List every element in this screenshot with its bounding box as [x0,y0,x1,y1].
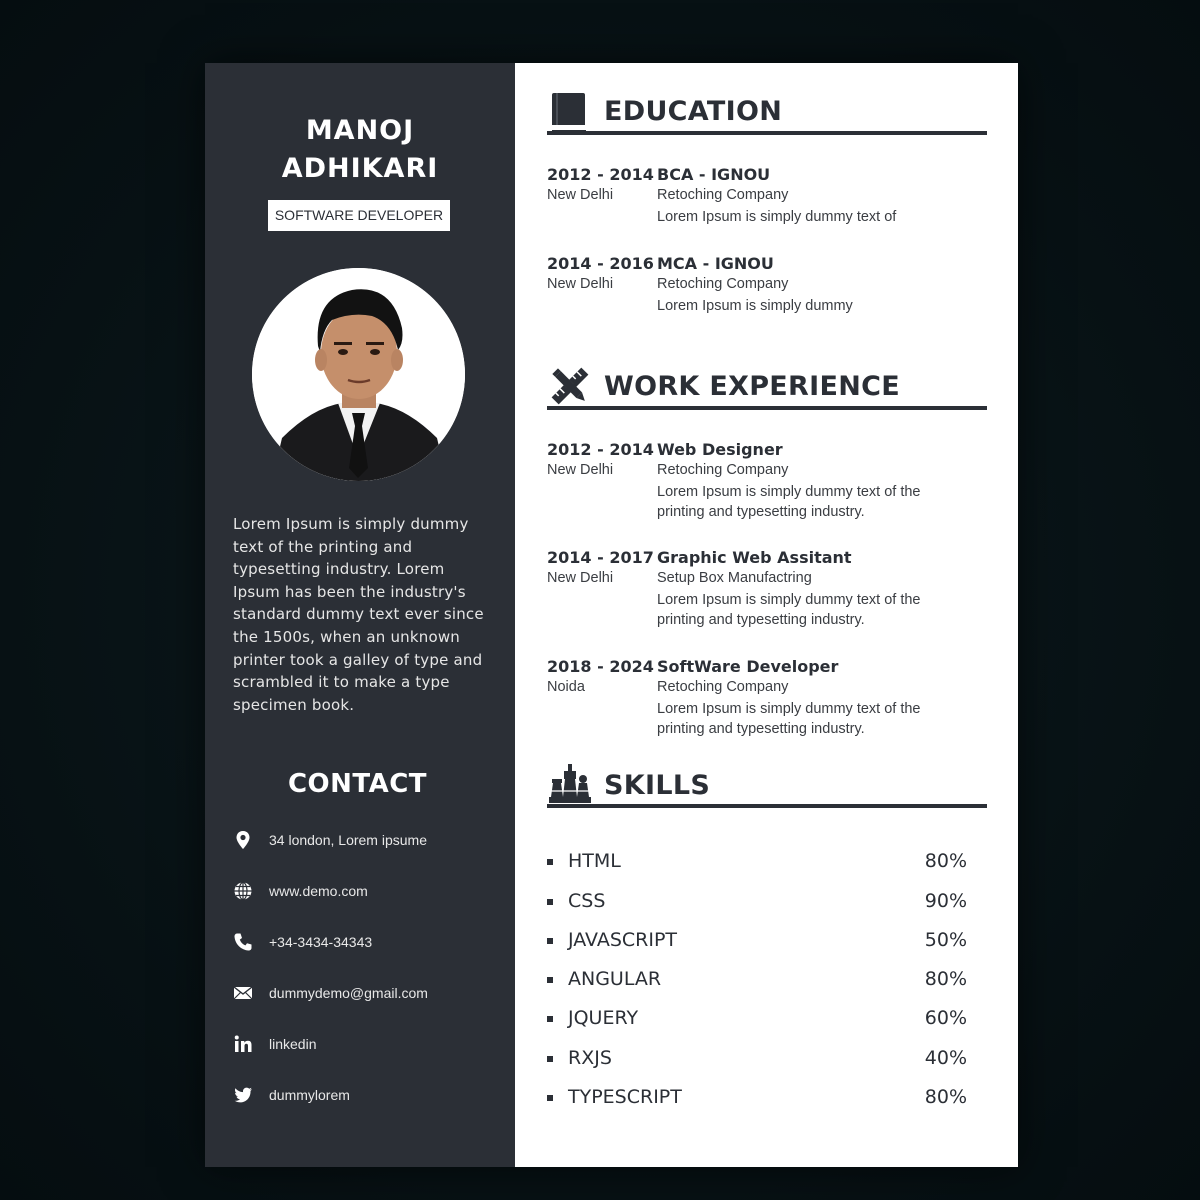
education-entry [547,165,987,235]
entry-location: Noida [547,679,585,695]
skill-percent: 80% [924,968,967,990]
entry-years: 2018 - 2024 [547,657,654,676]
contact-email-text[interactable]: dummydemo@gmail.com [269,985,428,1001]
entry-years: 2012 - 2014 [547,440,654,459]
contact-twitter-text[interactable]: dummylorem [269,1087,350,1103]
about-text: Lorem Ipsum is simply dummy text of the printing and typesetting industry. Lorem Ipsum has been the industry's standard dummy text ever since the 1500s, when an unknown printer took a galley of type and scrambled it to make a type specimen book. [233,515,484,714]
book-icon [547,89,593,135]
entry-org: Retoching Company [657,679,789,695]
education-entry [547,254,987,324]
envelope-icon [233,983,253,1003]
skill-percent: 60% [924,1007,967,1029]
linkedin-icon [233,1034,253,1054]
skills-rule [547,804,987,808]
skill-percent: 80% [924,850,967,872]
resume-sidebar [205,63,515,1167]
entry-description: Lorem Ipsum is simply dummy text of the printing and typesetting industry. [657,592,921,628]
education-heading: EDUCATION [604,96,783,127]
entry-title: BCA - IGNOU [657,165,771,184]
entry-description: Lorem Ipsum is simply dummy [657,298,853,314]
experience-entry [547,657,987,747]
experience-heading: WORK EXPERIENCE [604,371,900,402]
skill-percent: 80% [924,1086,967,1108]
first-name: MANOJ [305,115,415,146]
entry-org: Retoching Company [657,187,789,203]
bullet-icon [547,859,553,865]
entry-location: New Delhi [547,462,614,478]
skills-heading: SKILLS [604,770,711,801]
job-title-badge: SOFTWARE DEVELOPER [268,200,450,231]
contact-website-text[interactable]: www.demo.com [269,883,368,899]
twitter-icon [233,1085,253,1105]
profile-photo [252,268,465,481]
contact-twitter[interactable] [233,1085,493,1109]
experience-entry [547,548,987,638]
experience-entry [547,440,987,530]
skill-name: CSS [568,890,606,912]
bullet-icon [547,938,553,944]
contact-heading: CONTACT [287,769,428,799]
entry-title: SoftWare Developer [657,657,839,676]
last-name: ADHIKARI [281,153,439,184]
skill-name: HTML [568,850,621,872]
location-pin-icon [233,830,253,850]
skill-item [547,1007,967,1031]
entry-years: 2014 - 2016 [547,254,654,273]
entry-location: New Delhi [547,570,614,586]
skill-item [547,850,967,874]
bullet-icon [547,1016,553,1022]
contact-linkedin-text[interactable]: linkedin [269,1036,317,1052]
phone-icon [233,932,253,952]
contact-phone-text[interactable]: +34-3434-34343 [269,934,373,950]
entry-description: Lorem Ipsum is simply dummy text of [657,209,897,225]
contact-address-text: 34 london, Lorem ipsume [269,832,427,848]
skill-percent: 50% [924,929,967,951]
resume-page [205,63,1018,1167]
experience-rule [547,406,987,410]
contact-website[interactable] [233,881,493,905]
contact-linkedin[interactable] [233,1034,493,1058]
skill-percent: 90% [924,890,967,912]
entry-title: MCA - IGNOU [657,254,774,273]
skill-item [547,1086,967,1110]
entry-years: 2014 - 2017 [547,548,654,567]
entry-years: 2012 - 2014 [547,165,654,184]
pencil-ruler-icon [547,363,593,409]
entry-description: Lorem Ipsum is simply dummy text of the printing and typesetting industry. [657,701,921,737]
bullet-icon [547,1095,553,1101]
skill-percent: 40% [924,1047,967,1069]
education-rule [547,131,987,135]
skill-item [547,890,967,914]
bullet-icon [547,899,553,905]
entry-org: Setup Box Manufactring [657,570,812,586]
skill-name: TYPESCRIPT [568,1086,682,1108]
contact-address [233,830,493,854]
skill-name: RXJS [568,1047,612,1069]
skill-item [547,968,967,992]
contact-email[interactable] [233,983,493,1007]
contact-phone[interactable] [233,932,493,956]
skill-item [547,929,967,953]
skill-name: ANGULAR [568,968,662,990]
skill-name: JQUERY [568,1007,639,1029]
resume-main [547,63,987,1167]
entry-title: Web Designer [657,440,783,459]
entry-org: Retoching Company [657,276,789,292]
entry-title: Graphic Web Assitant [657,548,852,567]
chess-pieces-icon [547,761,593,807]
entry-description: Lorem Ipsum is simply dummy text of the printing and typesetting industry. [657,484,921,520]
bullet-icon [547,1056,553,1062]
entry-location: New Delhi [547,187,614,203]
bullet-icon [547,977,553,983]
entry-org: Retoching Company [657,462,789,478]
skill-name: JAVASCRIPT [568,929,678,951]
skill-item [547,1047,967,1071]
globe-icon [233,881,253,901]
entry-location: New Delhi [547,276,614,292]
